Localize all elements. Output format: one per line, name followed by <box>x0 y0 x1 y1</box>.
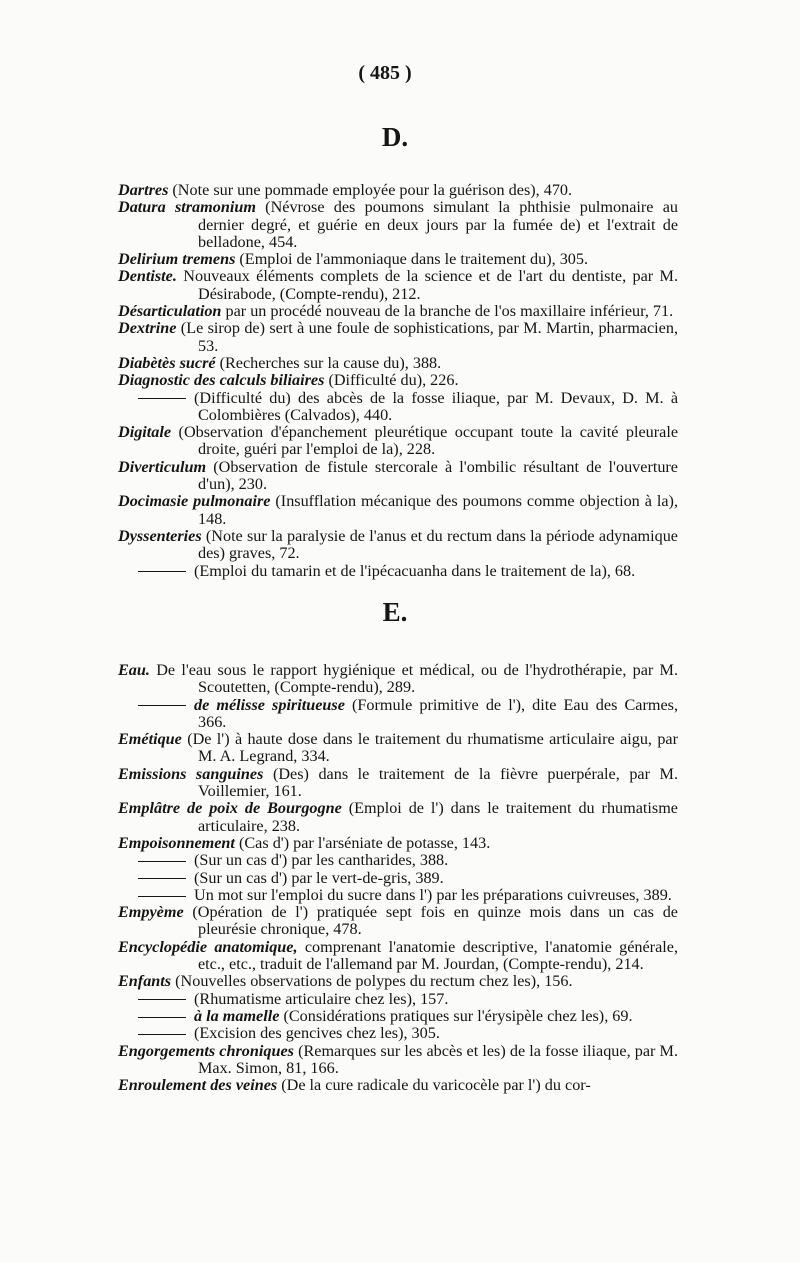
section-e <box>118 662 678 1094</box>
entry-text: (De la cure radicale du varicocèle par l') du cor- <box>277 1076 591 1095</box>
entry-heading: Delirium tremens <box>118 250 236 269</box>
entry-heading: Engorgements chroniques <box>118 1041 294 1060</box>
repeat-dash <box>138 896 186 897</box>
entry-text: (Rhumatisme articulaire chez les), 157. <box>194 989 449 1008</box>
index-entry <box>118 563 678 580</box>
entry-heading: Enfants <box>118 972 172 991</box>
index-entry <box>118 973 678 990</box>
entry-text: (Recherches sur la cause du), 388. <box>215 353 442 372</box>
entry-heading: Dextrine <box>118 319 177 338</box>
entry-text: par un procédé nouveau de la branche de l'os maxillaire inférieur, 71. <box>221 302 674 321</box>
entry-text: (Sur un cas d') par les cantharides, 388. <box>194 851 449 870</box>
index-entry <box>118 303 678 320</box>
entry-text: (Remarques sur les abcès et les) de la fosse iliaque, par M. Max. Simon, 81, 166. <box>198 1041 678 1077</box>
entry-text: (Opération de l') pratiquée sept fois en quinze mois dans un cas de pleurésie chronique, 478. <box>183 903 678 939</box>
repeat-dash <box>138 571 186 572</box>
index-entry <box>118 1043 678 1078</box>
entry-text: (Excision des gencives chez les), 305. <box>194 1024 440 1043</box>
section-letter-d: D. <box>381 122 409 152</box>
index-entry <box>118 800 678 835</box>
entry-heading: Enroulement des veines <box>118 1076 278 1095</box>
index-entry <box>118 697 678 732</box>
entry-text: (Difficulté du), 226. <box>324 371 459 390</box>
repeat-dash <box>138 878 186 879</box>
entry-heading: Datura stramonium <box>118 198 256 217</box>
index-entry <box>118 355 678 372</box>
entry-text: (Observation de fistule stercorale à l'ombilic résultant de l'ouverture d'un), 230. <box>198 457 678 494</box>
entry-text: (Névrose des poumons simulant la phthisie pulmonaire au dernier degré, et guérie en deux jours par la fumée de) et l'extrait de belladone, 454. <box>198 198 678 251</box>
section-letter-e: E. <box>382 597 408 627</box>
entry-text: (Des) dans le traitement de la fièvre puerpérale, par M. Voillemier, 161. <box>198 764 678 801</box>
index-entry <box>118 320 678 355</box>
entry-text: (Observation d'épanchement pleurétique occupant toute la cavité pleurale droite, guéri par l'emploi de la), 228. <box>171 423 678 459</box>
entry-heading: Dartres <box>118 181 169 199</box>
entry-heading: Désarticulation <box>118 302 222 321</box>
index-entry <box>118 390 678 425</box>
entry-text: (Emploi du tamarin et de l'ipécacuanha dans le traitement de la), 68. <box>194 561 636 580</box>
index-entry <box>118 1008 678 1025</box>
repeat-dash <box>138 999 186 1000</box>
index-entry <box>118 939 678 974</box>
index-entry <box>118 662 678 697</box>
entry-text: Nouveaux éléments complets de la science et de l'art du dentiste, par M. Désirabode, (Compte-rendu), 212. <box>176 267 678 303</box>
index-entry <box>118 372 678 389</box>
entry-heading: Encyclopédie anatomique, <box>118 937 298 956</box>
page-number: ( 485 ) <box>358 62 412 84</box>
entry-heading: Diagnostic des calculs biliaires <box>118 371 325 390</box>
index-entry <box>118 852 678 869</box>
entry-text: (Insufflation mécanique des poumons comme objection à la), 148. <box>198 492 678 528</box>
index-entry <box>118 731 678 766</box>
repeat-dash <box>138 1034 186 1035</box>
entry-text: (Emploi de l'ammoniaque dans le traitement du), 305. <box>235 250 589 269</box>
entry-heading: à la mamelle <box>194 1006 280 1025</box>
index-entry <box>118 199 678 251</box>
entry-text: (Le sirop de) sert à une foule de sophistications, par M. Martin, pharmacien, 53. <box>176 319 678 355</box>
entry-heading: Emplâtre de poix de Bourgogne <box>118 799 342 818</box>
entry-text: (Cas d') par l'arséniate de potasse, 143. <box>234 833 491 852</box>
entry-heading: Emétique <box>118 730 182 749</box>
entry-text: comprenant l'anatomie descriptive, l'anatomie générale, etc., etc., traduit de l'allemand par M. Jourdan, (Compte-rendu), 214. <box>198 937 678 974</box>
entry-text: Un mot sur l'emploi du sucre dans l') par les préparations cuivreuses, 389. <box>194 885 672 904</box>
index-entry <box>118 904 678 939</box>
entry-heading: Diabètès sucré <box>118 353 216 372</box>
entry-text: (Note sur la paralysie de l'anus et du rectum dans la période adynamique des) graves, 72. <box>198 526 678 563</box>
entry-heading: Digitale <box>118 423 172 442</box>
entry-text: (Considérations pratiques sur l'érysipèle chez les), 69. <box>279 1006 633 1025</box>
entry-heading: Empyème <box>118 903 184 922</box>
repeat-dash <box>138 705 186 706</box>
index-entry <box>118 835 678 852</box>
repeat-dash <box>138 398 186 399</box>
index-entry <box>118 424 678 459</box>
index-entry <box>118 493 678 528</box>
entry-text: (Sur un cas d') par le vert-de-gris, 389. <box>194 868 444 887</box>
index-entry <box>118 887 678 904</box>
entry-heading: Dyssenteries <box>118 526 202 545</box>
index-entry <box>118 766 678 801</box>
entry-text: (Note sur une pommade employée pour la guérison des), 470. <box>168 181 573 199</box>
index-entry <box>118 251 678 268</box>
entry-text: (Difficulté du) des abcès de la fosse iliaque, par M. Devaux, D. M. à Colombières (Calvados), 440. <box>194 388 678 424</box>
repeat-dash <box>138 1017 186 1018</box>
entry-heading: Dentiste. <box>118 267 177 286</box>
index-entry <box>118 991 678 1008</box>
entry-text: (Formule primitive de l'), dite Eau des Carmes, 366. <box>198 695 678 731</box>
index-entry <box>118 870 678 887</box>
index-entry <box>118 1025 678 1042</box>
repeat-dash <box>138 861 186 862</box>
index-entry <box>118 1077 678 1094</box>
index-entry <box>118 459 678 494</box>
entry-text: (Nouvelles observations de polypes du rectum chez les), 156. <box>171 972 573 991</box>
entry-heading: Docimasie pulmonaire <box>118 492 271 511</box>
index-entry <box>118 528 678 563</box>
section-d <box>118 182 678 580</box>
index-entry <box>118 268 678 303</box>
entry-text: De l'eau sous le rapport hygiénique et médical, ou de l'hydrothérapie, par M. Scoutetten, (Compte-rendu), 289. <box>149 661 678 697</box>
index-entry <box>118 182 678 199</box>
entry-heading: Emissions sanguines <box>118 764 264 783</box>
entry-text: (Emploi de l') dans le traitement du rhumatisme articulaire, 238. <box>198 799 678 835</box>
entry-heading: Eau. <box>118 661 150 679</box>
entry-heading: de mélisse spiritueuse <box>194 695 345 714</box>
entry-heading: Empoisonnement <box>118 833 235 852</box>
entry-text: (De l') à haute dose dans le traitement du rhumatisme articulaire aigu, par M. A. Legrand, 334. <box>181 730 678 766</box>
entry-heading: Diverticulum <box>118 457 207 476</box>
